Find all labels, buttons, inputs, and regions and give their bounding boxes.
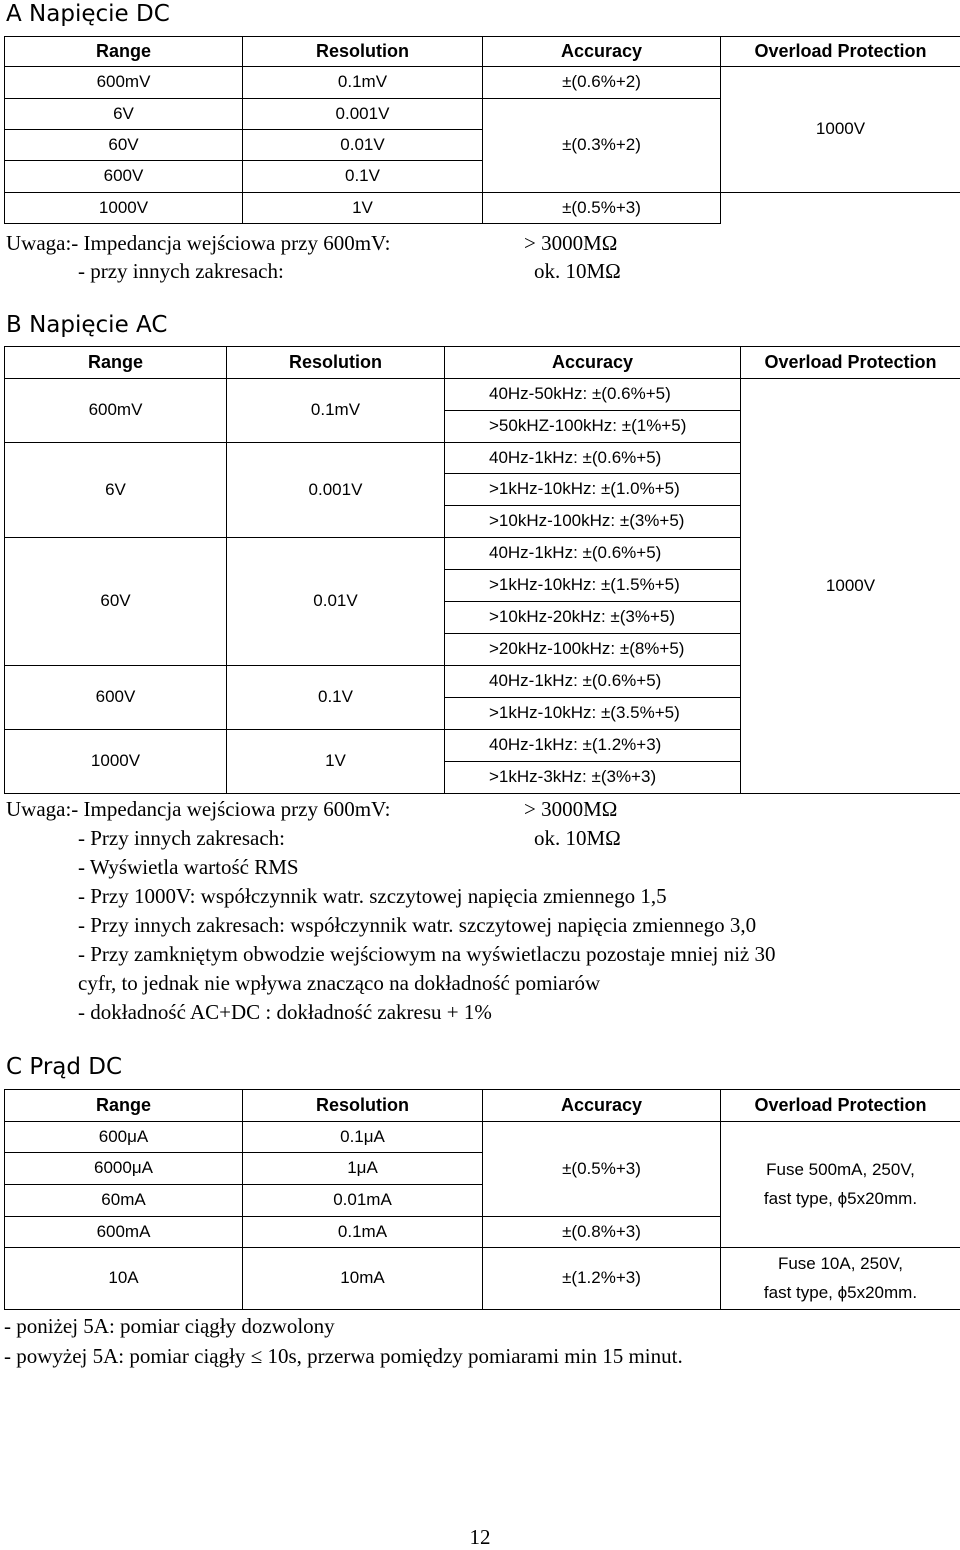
ac-note-crest-other: - Przy innych zakresach: współczynnik watr. szczytowej napięcia zmiennego 3,0 [78, 915, 756, 936]
header-resolution: Resolution [243, 37, 483, 67]
header-range: Range [5, 37, 243, 67]
accuracy-cell: 40Hz-1kHz: ±(0.6%+5) [445, 666, 741, 698]
overload-cell [721, 1248, 960, 1310]
resolution-cell: 0.1V [243, 161, 483, 193]
range-cell: 600V [5, 666, 227, 730]
accuracy-cell: >10kHz-100kHz: ±(3%+5) [445, 506, 741, 538]
table-row [5, 67, 960, 99]
resolution-cell: 0.1mA [243, 1217, 483, 1248]
header-accuracy: Accuracy [483, 37, 721, 67]
ac-note-closed-input: - Przy zamkniętym obwodzie wejściowym na wyświetlaczu pozostaje mniej niż 30 [78, 944, 775, 965]
section-b-title: B Napięcie AC [6, 312, 167, 338]
resolution-cell: 0.01mA [243, 1185, 483, 1217]
ac-note-rms: - Wyświetla wartość RMS [78, 857, 299, 878]
table-row [5, 1122, 960, 1153]
fuse-line: fast type, ϕ5x20mm. [721, 1190, 960, 1209]
section-a-title: A Napięcie DC [6, 1, 170, 27]
accuracy-cell: ±(1.2%+3) [483, 1248, 721, 1310]
accuracy-cell: >20kHz-100kHz: ±(8%+5) [445, 634, 741, 666]
accuracy-cell: >1kHz-10kHz: ±(1.0%+5) [445, 474, 741, 506]
table-row [5, 1248, 960, 1310]
current-note-below-5a: - poniżej 5A: pomiar ciągły dozwolony [4, 1316, 335, 1337]
resolution-cell: 1V [227, 730, 445, 794]
dc-current-table [4, 1089, 960, 1310]
range-cell: 6V [5, 443, 227, 538]
ac-note-other-label: - Przy innych zakresach: [78, 828, 285, 849]
fuse-line: Fuse 10A, 250V, [721, 1255, 960, 1274]
range-cell: 60V [5, 130, 243, 161]
header-resolution: Resolution [243, 1090, 483, 1122]
resolution-cell: 0.1mV [243, 67, 483, 99]
header-accuracy: Accuracy [483, 1090, 721, 1122]
header-accuracy: Accuracy [445, 347, 741, 379]
accuracy-cell: >1kHz-3kHz: ±(3%+3) [445, 762, 741, 794]
ac-voltage-table [4, 346, 960, 794]
header-overload: Overload Protection [721, 37, 960, 67]
overload-cell: 1000V [741, 379, 960, 794]
range-cell: 60V [5, 538, 227, 666]
resolution-cell: 0.001V [243, 99, 483, 130]
accuracy-cell: >10kHz-20kHz: ±(3%+5) [445, 602, 741, 634]
range-cell: 600mV [5, 379, 227, 443]
header-range: Range [5, 1090, 243, 1122]
range-cell: 1000V [5, 730, 227, 794]
resolution-cell: 0.01V [243, 130, 483, 161]
range-cell: 600V [5, 161, 243, 193]
range-cell: 10A [5, 1248, 243, 1310]
ac-note-impedance-label: Uwaga:- Impedancja wejściowa przy 600mV: [6, 799, 390, 820]
dc-note-impedance-value: > 3000MΩ [524, 233, 617, 254]
resolution-cell: 0.1μA [243, 1122, 483, 1153]
dc-note-impedance-label: Uwaga:- Impedancja wejściowa przy 600mV: [6, 233, 390, 254]
range-cell: 600mA [5, 1217, 243, 1248]
resolution-cell: 0.1mV [227, 379, 445, 443]
ac-note-other-value: ok. 10MΩ [534, 828, 621, 849]
accuracy-cell: ±(0.5%+3) [483, 193, 721, 224]
resolution-cell: 1μA [243, 1153, 483, 1185]
accuracy-cell: ±(0.3%+2) [483, 99, 721, 193]
current-note-above-5a: - powyżej 5A: pomiar ciągły ≤ 10s, przerwa pomiędzy pomiarami min 15 minut. [4, 1346, 683, 1367]
fuse-line: fast type, ϕ5x20mm. [721, 1284, 960, 1303]
ac-note-crest-1000v: - Przy 1000V: współczynnik watr. szczytowej napięcia zmiennego 1,5 [78, 886, 667, 907]
accuracy-cell: ±(0.5%+3) [483, 1122, 721, 1217]
accuracy-cell: 40Hz-1kHz: ±(1.2%+3) [445, 730, 741, 762]
header-overload: Overload Protection [741, 347, 960, 379]
accuracy-cell: 40Hz-1kHz: ±(0.6%+5) [445, 538, 741, 570]
dc-note-other-value: ok. 10MΩ [534, 261, 621, 282]
table-row [5, 193, 960, 224]
header-range: Range [5, 347, 227, 379]
range-cell: 1000V [5, 193, 243, 224]
accuracy-cell: >1kHz-10kHz: ±(3.5%+5) [445, 698, 741, 730]
header-overload: Overload Protection [721, 1090, 960, 1122]
resolution-cell: 1V [243, 193, 483, 224]
accuracy-cell: ±(0.8%+3) [483, 1217, 721, 1248]
accuracy-cell: 40Hz-50kHz: ±(0.6%+5) [445, 379, 741, 411]
page-number: 12 [0, 1525, 960, 1550]
range-cell: 600μA [5, 1122, 243, 1153]
ac-note-acdc-accuracy: - dokładność AC+DC : dokładność zakresu + 1% [78, 1002, 492, 1023]
accuracy-cell: >1kHz-10kHz: ±(1.5%+5) [445, 570, 741, 602]
range-cell: 6V [5, 99, 243, 130]
fuse-line: Fuse 500mA, 250V, [721, 1161, 960, 1180]
resolution-cell: 10mA [243, 1248, 483, 1310]
range-cell: 60mA [5, 1185, 243, 1217]
overload-cell [721, 1122, 960, 1248]
dc-voltage-table [4, 36, 960, 224]
ac-note-impedance-value: > 3000MΩ [524, 799, 617, 820]
accuracy-cell: ±(0.6%+2) [483, 67, 721, 99]
range-cell: 600mV [5, 67, 243, 99]
ac-note-closed-input-cont: cyfr, to jednak nie wpływa znacząco na dokładność pomiarów [78, 973, 600, 994]
dc-note-other-label: - przy innych zakresach: [78, 261, 284, 282]
table-row [5, 379, 960, 411]
resolution-cell: 0.01V [227, 538, 445, 666]
overload-cell: 1000V [721, 67, 960, 193]
resolution-cell: 0.001V [227, 443, 445, 538]
accuracy-cell: 40Hz-1kHz: ±(0.6%+5) [445, 443, 741, 474]
range-cell: 6000μA [5, 1153, 243, 1185]
accuracy-cell: >50kHZ-100kHz: ±(1%+5) [445, 411, 741, 443]
resolution-cell: 0.1V [227, 666, 445, 730]
header-resolution: Resolution [227, 347, 445, 379]
section-c-title: C Prąd DC [6, 1054, 122, 1080]
